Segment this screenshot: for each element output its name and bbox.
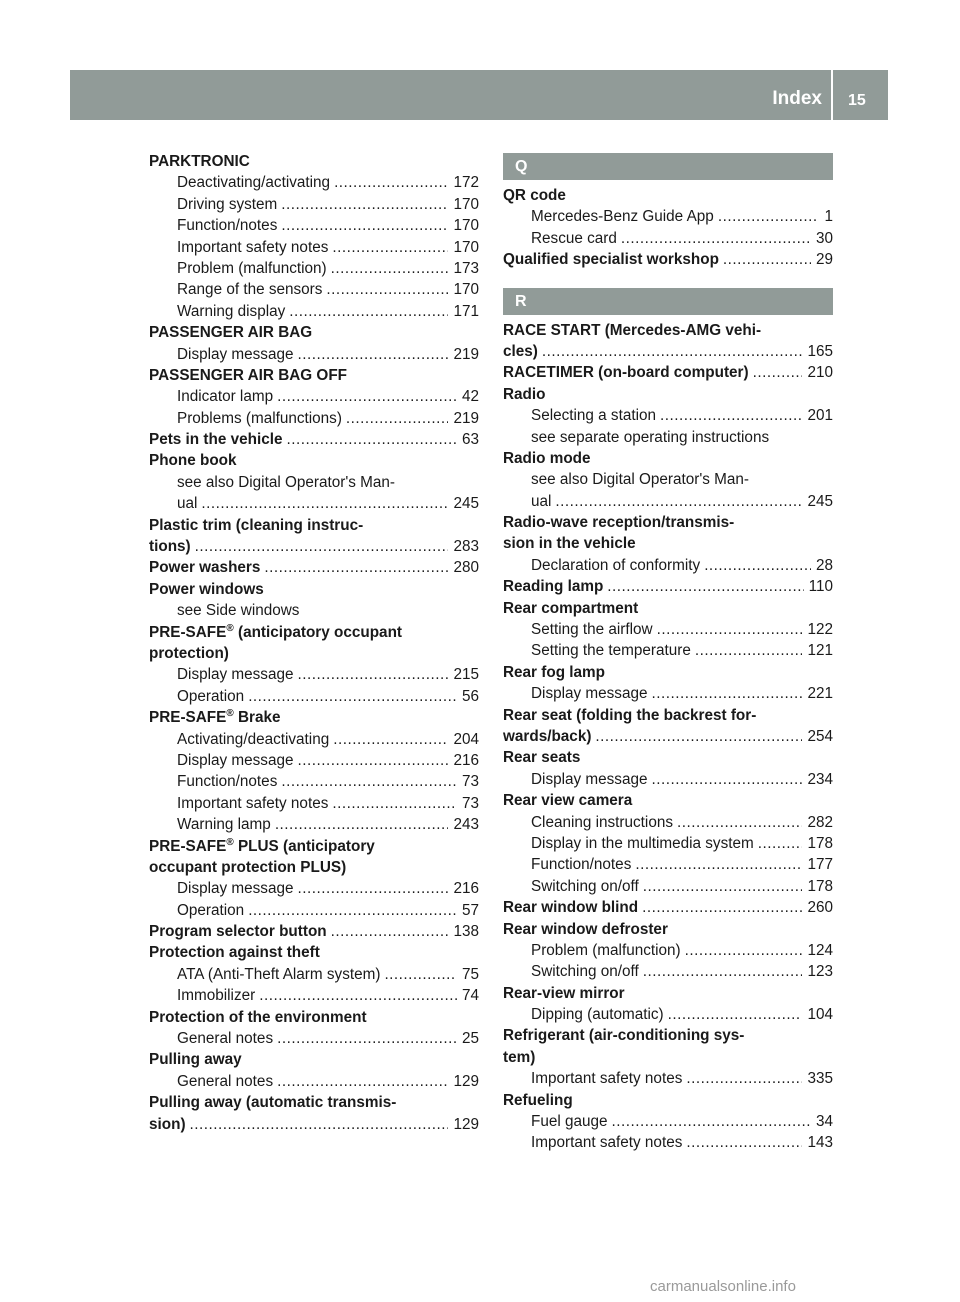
index-column-right bbox=[503, 153, 833, 1154]
index-subentry[interactable]: Display message ..... 221 bbox=[503, 683, 833, 704]
index-subentry[interactable]: Important safety notes ..... 170 bbox=[149, 237, 479, 258]
index-entry: PASSENGER AIR BAG bbox=[149, 324, 313, 342]
index-subentry[interactable]: Function/notes ..... 177 bbox=[503, 854, 833, 875]
index-subentry[interactable]: ual ..... 245 bbox=[149, 493, 479, 514]
index-subentry[interactable]: Rescue card ..... 30 bbox=[503, 228, 833, 249]
index-entry[interactable]: Rear window blind ..... 260 bbox=[503, 897, 833, 918]
index-subentry[interactable]: Display message ..... 234 bbox=[503, 769, 833, 790]
index-subentry[interactable]: Range of the sensors ..... 170 bbox=[149, 279, 479, 300]
index-subentry[interactable]: ual ..... 245 bbox=[503, 491, 833, 512]
index-subentry[interactable]: Mercedes-Benz Guide App ..... 1 bbox=[503, 206, 833, 227]
index-subentry[interactable]: Problems (malfunctions) ..... 219 bbox=[149, 408, 479, 429]
index-entry: Refrigerant (air-conditioning sys- bbox=[503, 1027, 745, 1045]
index-subentry-text: see separate operating instructions bbox=[531, 428, 770, 446]
index-entry: Pulling away (automatic transmis- bbox=[149, 1094, 397, 1112]
index-entry: PRE-SAFE® Brake bbox=[149, 708, 281, 727]
index-subentry[interactable]: Setting the temperature ..... 121 bbox=[503, 640, 833, 661]
index-subentry[interactable]: Immobilizer ..... 74 bbox=[149, 985, 479, 1006]
index-entry: Pulling away bbox=[149, 1051, 242, 1069]
letter-heading-q: Q bbox=[503, 153, 833, 180]
index-subentry[interactable]: Warning lamp ..... 243 bbox=[149, 814, 479, 835]
index-entry: Protection of the environment bbox=[149, 1008, 367, 1026]
index-entry: Rear window defroster bbox=[503, 920, 668, 938]
index-subentry[interactable]: Switching on/off ..... 123 bbox=[503, 961, 833, 982]
index-subentry-text: see also Digital Operator's Man- bbox=[531, 471, 750, 489]
index-entry: Radio mode bbox=[503, 449, 591, 467]
index-subentry[interactable]: General notes ..... 25 bbox=[149, 1028, 479, 1049]
index-subentry[interactable]: Important safety notes ..... 73 bbox=[149, 793, 479, 814]
index-entry: Rear-view mirror bbox=[503, 984, 625, 1002]
index-entry: tem) bbox=[503, 1048, 536, 1066]
index-entry: Rear compartment bbox=[503, 599, 639, 617]
index-subentry[interactable]: Display message ..... 215 bbox=[149, 664, 479, 685]
section-title: Index bbox=[772, 88, 822, 109]
index-entry: PARKTRONIC bbox=[149, 153, 250, 170]
index-entry: QR code bbox=[503, 187, 566, 204]
index-subentry[interactable]: Display message ..... 216 bbox=[149, 878, 479, 899]
index-entry: PASSENGER AIR BAG OFF bbox=[149, 366, 348, 384]
index-subentry[interactable]: ATA (Anti-Theft Alarm system) ..... 75 bbox=[149, 964, 479, 985]
index-entry: sion in the vehicle bbox=[503, 535, 636, 553]
letter-heading-r: R bbox=[503, 288, 833, 315]
index-entry[interactable]: tions) ..... 283 bbox=[149, 536, 479, 557]
index-entry[interactable]: Reading lamp ..... 110 bbox=[503, 576, 833, 597]
index-entry: Radio bbox=[503, 385, 546, 403]
index-subentry-text[interactable]: see Side windows bbox=[177, 602, 300, 620]
index-subentry[interactable]: Deactivating/activating ..... 172 bbox=[149, 172, 479, 193]
index-subentry[interactable]: Problem (malfunction) ..... 124 bbox=[503, 940, 833, 961]
index-entry: occupant protection PLUS) bbox=[149, 858, 347, 876]
index-subentry[interactable]: Setting the airflow ..... 122 bbox=[503, 619, 833, 640]
index-subentry[interactable]: Display message ..... 216 bbox=[149, 750, 479, 771]
index-entry: RACE START (Mercedes-AMG vehi- bbox=[503, 321, 762, 339]
index-subentry[interactable]: Function/notes ..... 73 bbox=[149, 771, 479, 792]
index-entry[interactable]: wards/back) ..... 254 bbox=[503, 726, 833, 747]
index-subentry[interactable]: Cleaning instructions ..... 282 bbox=[503, 812, 833, 833]
index-entry[interactable]: RACETIMER (on-board computer) ..... 210 bbox=[503, 362, 833, 383]
index-entry: protection) bbox=[149, 644, 229, 662]
index-entry: Refueling bbox=[503, 1091, 573, 1109]
index-subentry[interactable]: Activating/deactivating ..... 204 bbox=[149, 729, 479, 750]
index-subentry-text: see also Digital Operator's Man- bbox=[177, 473, 396, 491]
index-entry: Phone book bbox=[149, 452, 237, 470]
index-subentry[interactable]: Dipping (automatic) ..... 104 bbox=[503, 1004, 833, 1025]
index-subentry[interactable]: Display in the multimedia system ..... 178 bbox=[503, 833, 833, 854]
index-subentry[interactable]: Important safety notes ..... 143 bbox=[503, 1132, 833, 1153]
index-entry[interactable]: Power washers ..... 280 bbox=[149, 557, 479, 578]
index-entry: Rear seats bbox=[503, 749, 581, 767]
index-entry: PRE-SAFE® PLUS (anticipatory bbox=[149, 836, 375, 855]
watermark: carmanualsonline.info bbox=[650, 1278, 796, 1295]
index-entry[interactable]: cles) ..... 165 bbox=[503, 341, 833, 362]
index-subentry[interactable]: Operation ..... 56 bbox=[149, 686, 479, 707]
index-subentry[interactable]: Problem (malfunction) ..... 173 bbox=[149, 258, 479, 279]
index-subentry[interactable]: Important safety notes ..... 335 bbox=[503, 1068, 833, 1089]
header-divider bbox=[831, 70, 833, 120]
index-entry: Power windows bbox=[149, 580, 264, 598]
index-column-left bbox=[149, 151, 479, 1135]
index-entry[interactable]: Qualified specialist workshop ..... 29 bbox=[503, 249, 833, 270]
index-entry: Plastic trim (cleaning instruc- bbox=[149, 516, 364, 534]
index-entry: Rear seat (folding the backrest for- bbox=[503, 706, 757, 724]
index-subentry[interactable]: Function/notes ..... 170 bbox=[149, 215, 479, 236]
index-entry[interactable]: sion) ..... 129 bbox=[149, 1114, 479, 1135]
page-number: 15 bbox=[848, 92, 866, 109]
index-entry[interactable]: Program selector button ..... 138 bbox=[149, 921, 479, 942]
index-entry: Radio-wave reception/transmis- bbox=[503, 514, 735, 532]
index-entry: PRE-SAFE® (anticipatory occupant bbox=[149, 622, 403, 641]
index-entry: Rear view camera bbox=[503, 792, 633, 810]
index-subentry[interactable]: Declaration of conformity ..... 28 bbox=[503, 555, 833, 576]
index-subentry[interactable]: General notes ..... 129 bbox=[149, 1071, 479, 1092]
index-entry: Rear fog lamp bbox=[503, 663, 605, 681]
index-subentry[interactable]: Selecting a station ..... 201 bbox=[503, 405, 833, 426]
index-subentry[interactable]: Operation ..... 57 bbox=[149, 900, 479, 921]
section-gap bbox=[503, 271, 833, 288]
index-subentry[interactable]: Warning display ..... 171 bbox=[149, 301, 479, 322]
index-entry: Protection against theft bbox=[149, 944, 320, 962]
index-subentry[interactable]: Fuel gauge ..... 34 bbox=[503, 1111, 833, 1132]
index-subentry[interactable]: Switching on/off ..... 178 bbox=[503, 876, 833, 897]
index-subentry[interactable]: Driving system ..... 170 bbox=[149, 194, 479, 215]
index-entry[interactable]: Pets in the vehicle ..... 63 bbox=[149, 429, 479, 450]
index-subentry[interactable]: Display message ..... 219 bbox=[149, 344, 479, 365]
index-subentry[interactable]: Indicator lamp ..... 42 bbox=[149, 386, 479, 407]
